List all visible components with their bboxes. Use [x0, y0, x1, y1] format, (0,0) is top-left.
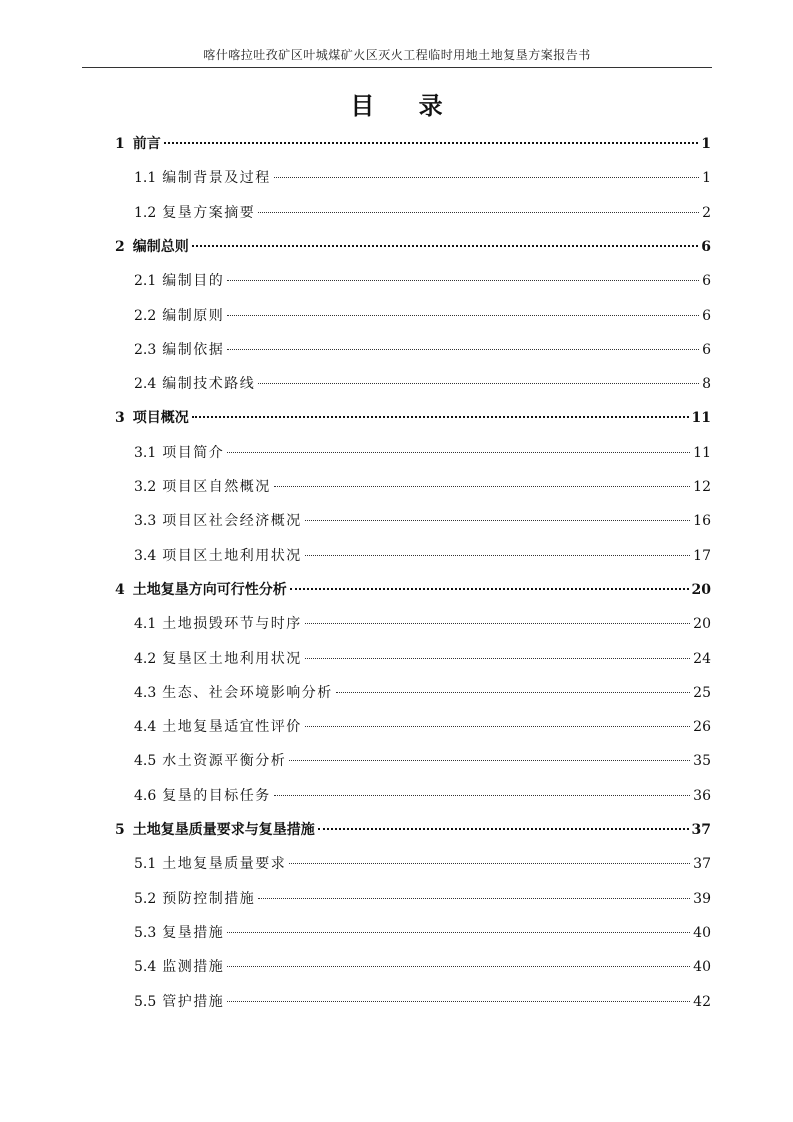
toc-entry[interactable]: [134, 682, 711, 704]
toc-entry-page-number: 11: [693, 444, 711, 461]
toc-entry-number: 4.6: [134, 787, 157, 804]
toc-entry[interactable]: [115, 579, 711, 601]
toc-entry-title: 项目概况: [132, 410, 189, 427]
toc-entry[interactable]: [134, 305, 711, 327]
toc-entry[interactable]: [134, 476, 711, 498]
toc-entry-title: 土地复垦方向可行性分析: [132, 581, 287, 598]
toc-entry-number: 3.4: [134, 547, 157, 564]
toc-entry-page-number: 17: [693, 547, 711, 564]
toc-entry-page-number: 40: [693, 959, 711, 976]
toc-dot-leader: [227, 1001, 690, 1002]
toc-entry[interactable]: [134, 750, 711, 772]
toc-entry-page-number: 11: [691, 410, 711, 427]
toc-dot-leader: [258, 212, 699, 213]
toc-dot-leader: [192, 416, 689, 418]
toc-entry-number: 4.2: [134, 650, 157, 667]
toc-entry-number: 2.3: [134, 341, 157, 358]
toc-entry-page-number: 6: [701, 238, 711, 255]
toc-entry-number: 4.3: [134, 684, 157, 701]
toc-entry-number: 5.3: [134, 924, 157, 941]
toc-entry-page-number: 20: [693, 616, 711, 633]
toc-entry[interactable]: [134, 510, 711, 532]
toc-entry-title: 水土资源平衡分析: [162, 753, 287, 770]
toc-entry-page-number: 26: [693, 719, 711, 736]
toc-entry-title: 编制技术路线: [162, 376, 256, 393]
toc-entry[interactable]: [115, 407, 711, 429]
toc-entry[interactable]: [115, 819, 711, 841]
toc-dot-leader: [227, 932, 690, 933]
toc-entry-title: 编制依据: [162, 341, 225, 358]
toc-dot-leader: [305, 623, 690, 624]
toc-entry-title: 复垦的目标任务: [162, 787, 271, 804]
toc-dot-leader: [227, 280, 699, 281]
toc-entry[interactable]: [134, 888, 711, 910]
toc-dot-leader: [336, 692, 690, 693]
toc-dot-leader: [290, 588, 689, 590]
toc-entry-number: 4: [115, 581, 125, 598]
toc-entry-number: 5: [115, 822, 125, 838]
toc-entry-number: 2.1: [134, 273, 157, 290]
toc-entry-title: 复垦区土地利用状况: [162, 650, 302, 667]
toc-entry-title: 土地复垦适宜性评价: [162, 719, 302, 736]
toc-entry[interactable]: [134, 202, 711, 224]
toc-entry[interactable]: [115, 236, 711, 258]
toc-entry-title: 生态、社会环境影响分析: [162, 684, 333, 701]
toc-entry-number: 5.4: [134, 959, 157, 976]
toc-entry-number: 1.2: [134, 204, 157, 221]
toc-entry-number: 2.4: [134, 376, 157, 393]
toc-entry[interactable]: [134, 270, 711, 292]
toc-dot-leader: [227, 315, 699, 316]
toc-entry-title: 项目区自然概况: [162, 479, 271, 495]
toc-entry[interactable]: [115, 133, 711, 155]
toc-entry-title: 编制总则: [132, 238, 189, 255]
toc-entry-title: 土地复垦质量要求与复垦措施: [132, 822, 315, 838]
toc-entry-title: 复垦方案摘要: [162, 204, 256, 221]
toc-dot-leader: [258, 383, 699, 384]
toc-entry-page-number: 1: [701, 136, 711, 152]
toc-entry-title: 编制背景及过程: [162, 170, 271, 187]
toc-entry[interactable]: [134, 716, 711, 738]
toc-entry-title: 土地复垦质量要求: [162, 856, 287, 873]
toc-dot-leader: [227, 966, 690, 967]
toc-entry[interactable]: [134, 545, 711, 567]
toc-entry-page-number: 40: [693, 924, 711, 941]
toc-entry-page-number: 25: [693, 684, 711, 701]
toc-dot-leader: [305, 658, 690, 659]
toc-entry[interactable]: [134, 956, 711, 978]
toc-dot-leader: [164, 142, 699, 144]
toc-entry-page-number: 6: [702, 307, 711, 324]
toc-entry-number: 2.2: [134, 307, 157, 324]
toc-dot-leader: [289, 863, 690, 864]
toc-entry-number: 3.3: [134, 513, 157, 530]
toc-entry-number: 1: [115, 136, 125, 152]
toc-entry-page-number: 16: [693, 513, 711, 530]
toc-entry-number: 5.5: [134, 993, 157, 1010]
toc-entry-page-number: 24: [693, 650, 711, 667]
toc-entry[interactable]: [134, 339, 711, 361]
toc-dot-leader: [227, 452, 690, 453]
toc-entry-title: 复垦措施: [162, 924, 225, 941]
toc-entry-title: 项目区土地利用状况: [162, 547, 302, 564]
page-header: 喀什喀拉吐孜矿区叶城煤矿火区灭火工程临时用地土地复垦方案报告书: [203, 48, 591, 62]
toc-entry-page-number: 8: [702, 376, 711, 393]
toc-entry-number: 2: [115, 238, 125, 255]
toc-dot-leader: [274, 486, 690, 487]
toc-entry-number: 3.2: [134, 479, 157, 495]
toc-dot-leader: [274, 795, 690, 796]
toc-dot-leader: [289, 760, 690, 761]
toc-entry[interactable]: [134, 853, 711, 875]
toc-entry-page-number: 39: [693, 890, 711, 907]
toc-entry-title: 编制原则: [162, 307, 225, 324]
toc-dot-leader: [258, 898, 690, 899]
toc-entry-number: 4.1: [134, 616, 157, 633]
toc-entry-title: 项目简介: [162, 444, 225, 461]
toc-entry-page-number: 6: [702, 273, 711, 290]
toc-entry-title: 项目区社会经济概况: [162, 513, 302, 530]
toc-dot-leader: [227, 349, 699, 350]
toc-entry-number: 1.1: [134, 170, 157, 187]
toc-entry-title: 管护措施: [162, 993, 225, 1010]
toc-entry-page-number: 12: [693, 479, 711, 495]
toc-entry-page-number: 42: [693, 993, 711, 1010]
toc-entry-number: 3: [115, 410, 125, 427]
toc-entry[interactable]: [134, 922, 711, 944]
toc-entry-page-number: 35: [693, 753, 711, 770]
toc-dot-leader: [305, 520, 690, 521]
toc-entry-page-number: 37: [691, 822, 711, 838]
toc-entry[interactable]: [134, 785, 711, 807]
toc-entry[interactable]: [134, 613, 711, 635]
toc-dot-leader: [274, 177, 699, 178]
toc-entry-number: 5.2: [134, 890, 157, 907]
toc-entry-title: 土地损毁环节与时序: [162, 616, 302, 633]
page-title: 目 录: [350, 91, 461, 120]
toc-entry-page-number: 20: [691, 581, 711, 598]
toc-entry-title: 预防控制措施: [162, 890, 256, 907]
toc-dot-leader: [318, 828, 689, 830]
toc-entry-page-number: 37: [693, 856, 711, 873]
toc-entry-number: 3.1: [134, 444, 157, 461]
toc-entry[interactable]: [134, 167, 711, 189]
toc-entry-title: 前言: [132, 136, 161, 152]
toc-entry[interactable]: [134, 442, 711, 464]
toc-entry-page-number: 36: [693, 787, 711, 804]
toc-entry-page-number: 1: [702, 170, 711, 187]
toc-entry-title: 监测措施: [162, 959, 225, 976]
toc-entry-title: 编制目的: [162, 273, 225, 290]
toc-dot-leader: [192, 245, 699, 247]
toc-entry[interactable]: [134, 991, 711, 1013]
toc-entry-number: 4.4: [134, 719, 157, 736]
toc-entry[interactable]: [134, 648, 711, 670]
toc-dot-leader: [305, 555, 690, 556]
toc-entry-page-number: 6: [702, 341, 711, 358]
toc-entry[interactable]: [134, 373, 711, 395]
toc-entry-number: 4.5: [134, 753, 157, 770]
toc-dot-leader: [305, 726, 690, 727]
toc-entry-page-number: 2: [702, 204, 711, 221]
toc-entry-number: 5.1: [134, 856, 157, 873]
